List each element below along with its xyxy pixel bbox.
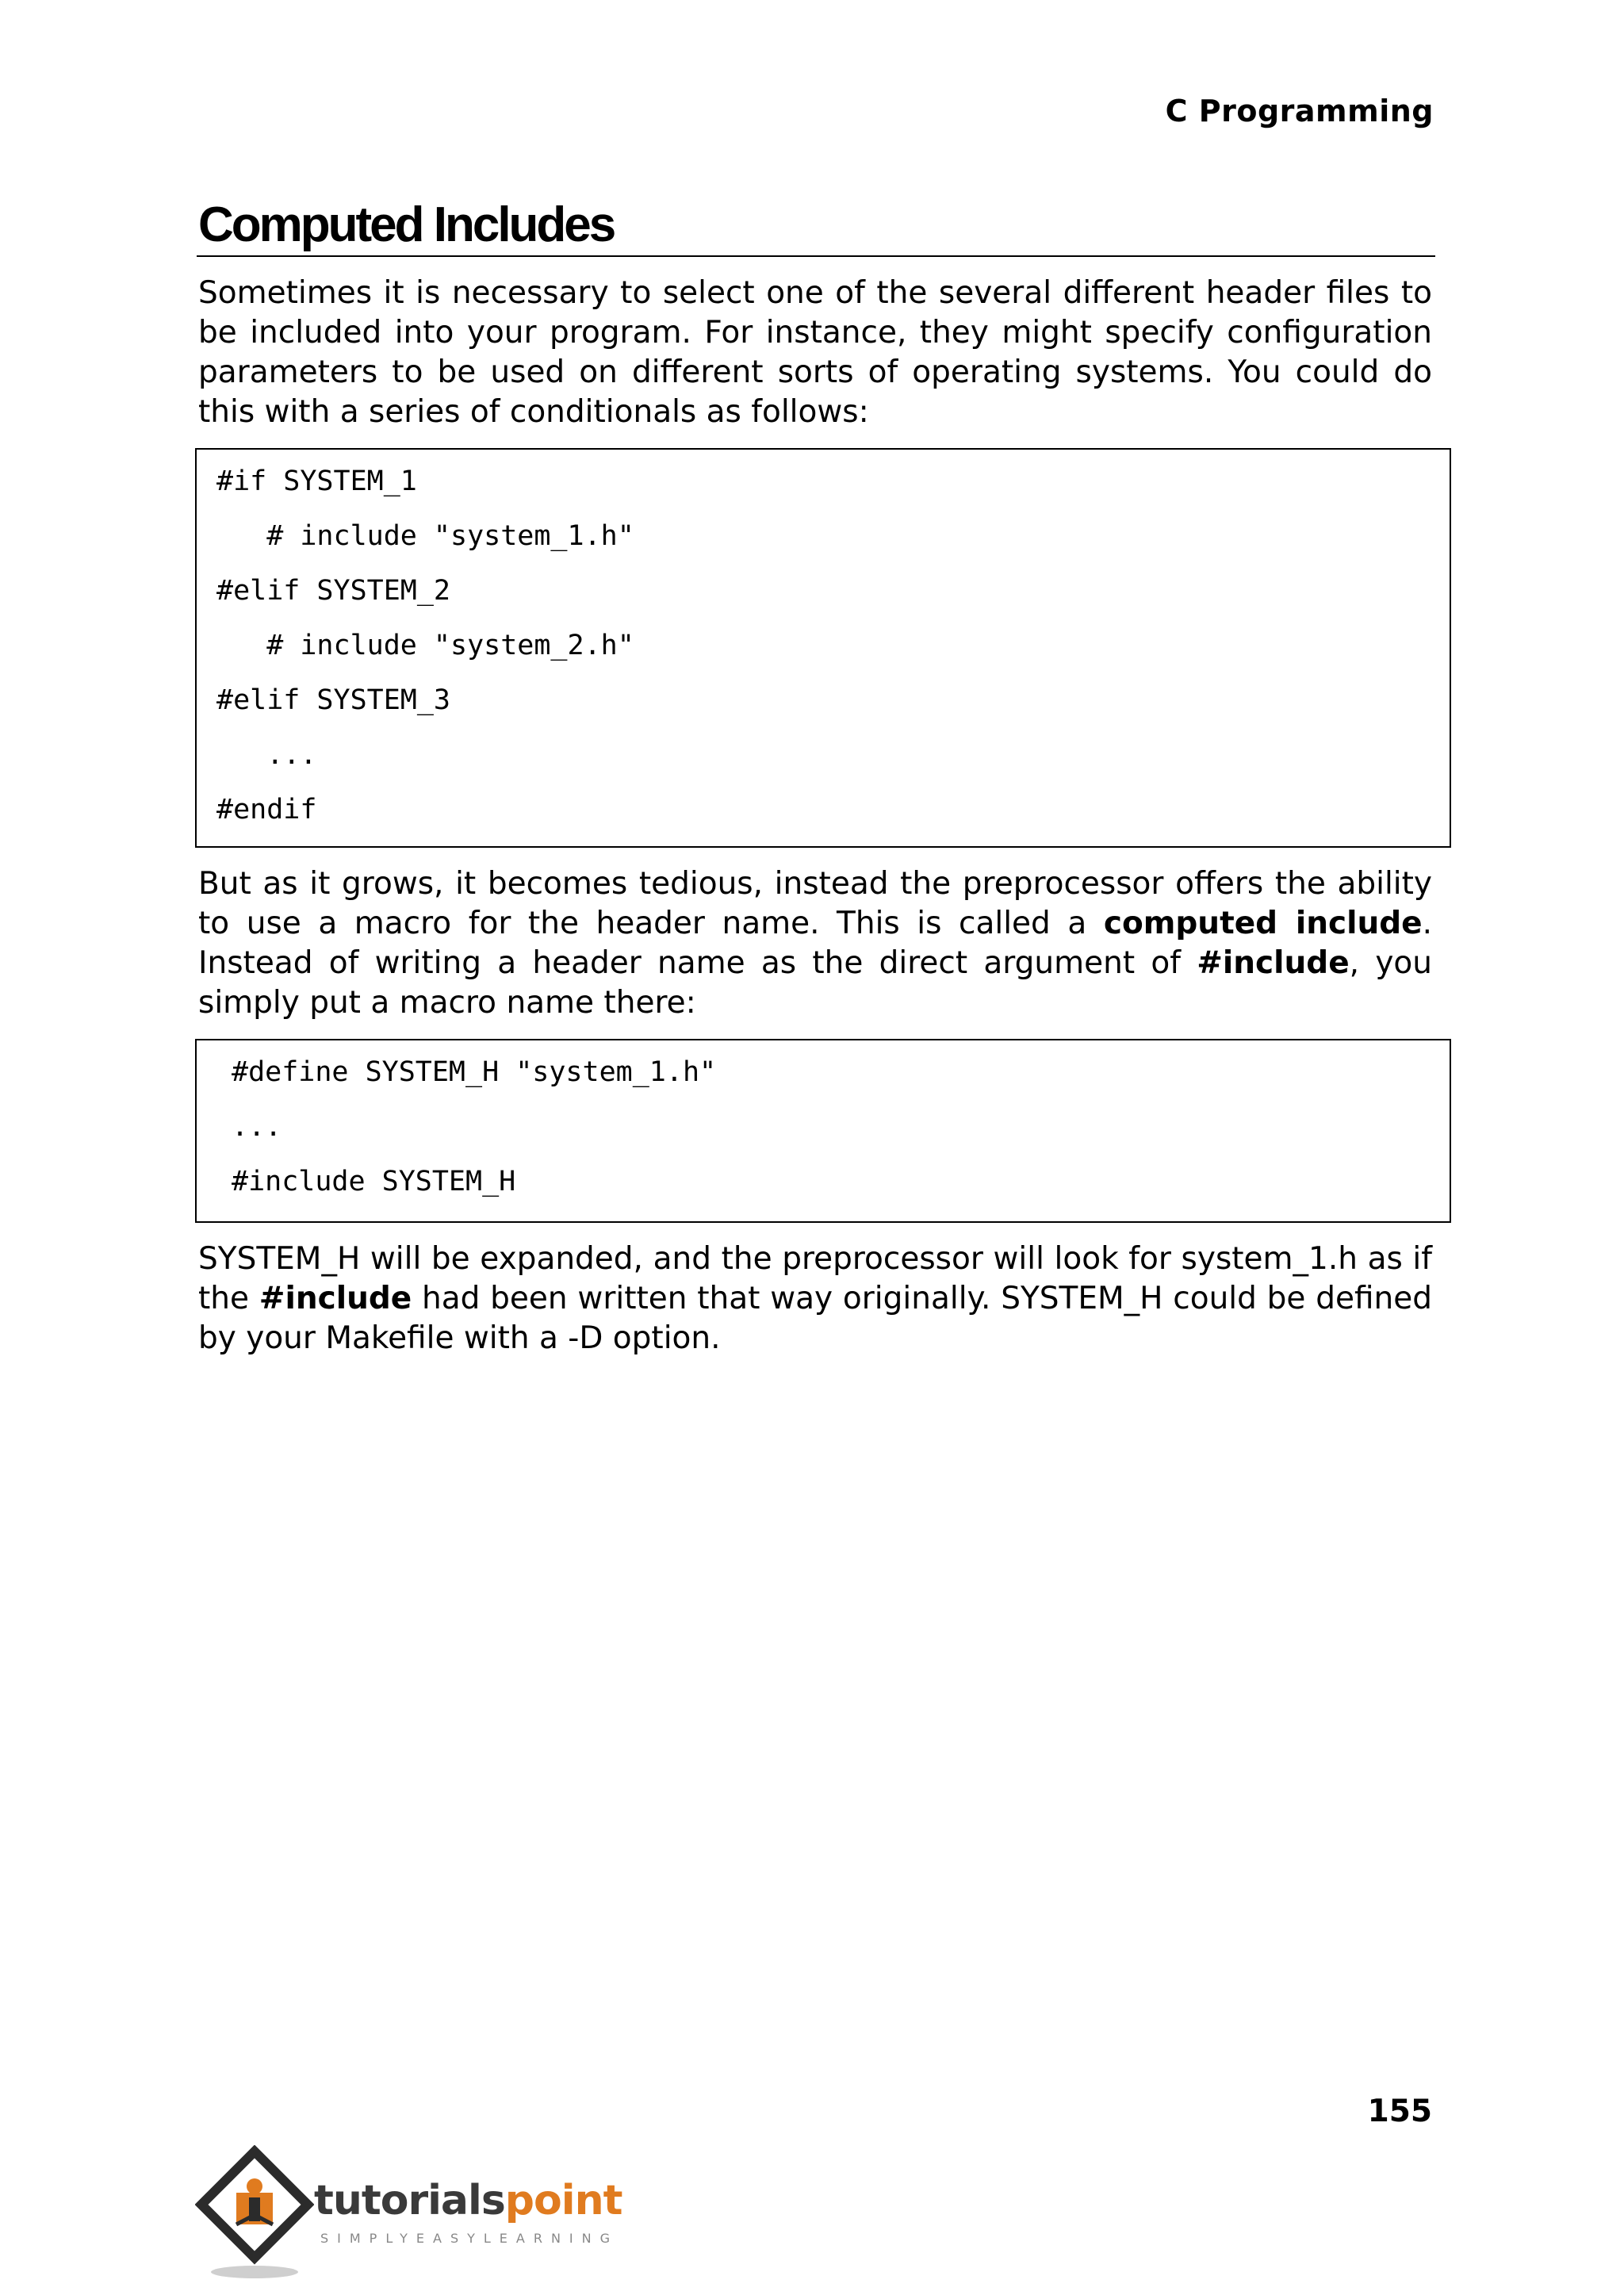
code-line: #define SYSTEM_H "system_1.h"	[232, 1056, 717, 1088]
logo-tagline: SIMPLYEASYLEARNING	[320, 2231, 619, 2246]
code-line: ...	[232, 1111, 282, 1143]
page-number: 155	[1367, 2094, 1432, 2129]
code-block-define	[195, 1039, 1451, 1223]
code-line: ...	[216, 739, 317, 771]
tutorialspoint-logo	[195, 2145, 639, 2288]
logo-diamond-icon	[195, 2145, 314, 2288]
code-line: #if SYSTEM_1	[216, 466, 417, 497]
code-line: #elif SYSTEM_3	[216, 684, 451, 716]
section-heading: Computed Includes	[198, 197, 615, 252]
header-title: C Programming	[1165, 94, 1434, 128]
logo-text-part: tutorials	[314, 2177, 505, 2224]
term-computed-include: computed include	[1103, 906, 1423, 941]
code-line: #include SYSTEM_H	[232, 1166, 516, 1197]
logo-text-part: point	[504, 2177, 622, 2224]
code-line: # include "system_2.h"	[216, 630, 634, 661]
text-run: had been written that way originally. SYSTEM_H could be defined by your Makefile with a -D option.	[198, 1281, 1432, 1356]
intro-paragraph: Sometimes it is necessary to select one of the several different header files to be included into your program. For instance, they might specify configuration parameters to be used on different sorts of operating systems. You could do this with a series of conditionals as follows:	[198, 275, 1432, 430]
logo-wordmark	[314, 2177, 622, 2224]
code-block-conditionals	[195, 448, 1451, 848]
code-line: # include "system_1.h"	[216, 520, 634, 552]
text-run: . Instead of writing a header name as the direct argument of	[198, 906, 1432, 981]
heading-rule	[197, 255, 1435, 257]
code-line: #elif SYSTEM_2	[216, 575, 451, 607]
computed-include-paragraph	[198, 864, 1432, 1023]
expansion-paragraph	[198, 1239, 1432, 1358]
text-run: , you simply put a macro name there:	[198, 945, 1432, 1021]
code-line: #endif	[216, 794, 317, 826]
term-include-directive: #include	[259, 1281, 412, 1316]
term-include-directive: #include	[1197, 945, 1350, 981]
text-run: SYSTEM_H will be expanded, and the preprocessor will look for system_1.h as if the	[198, 1241, 1432, 1316]
text-run: But as it grows, it becomes tedious, instead the preprocessor offers the ability to use a macro for the header name. This is called a	[198, 866, 1432, 941]
